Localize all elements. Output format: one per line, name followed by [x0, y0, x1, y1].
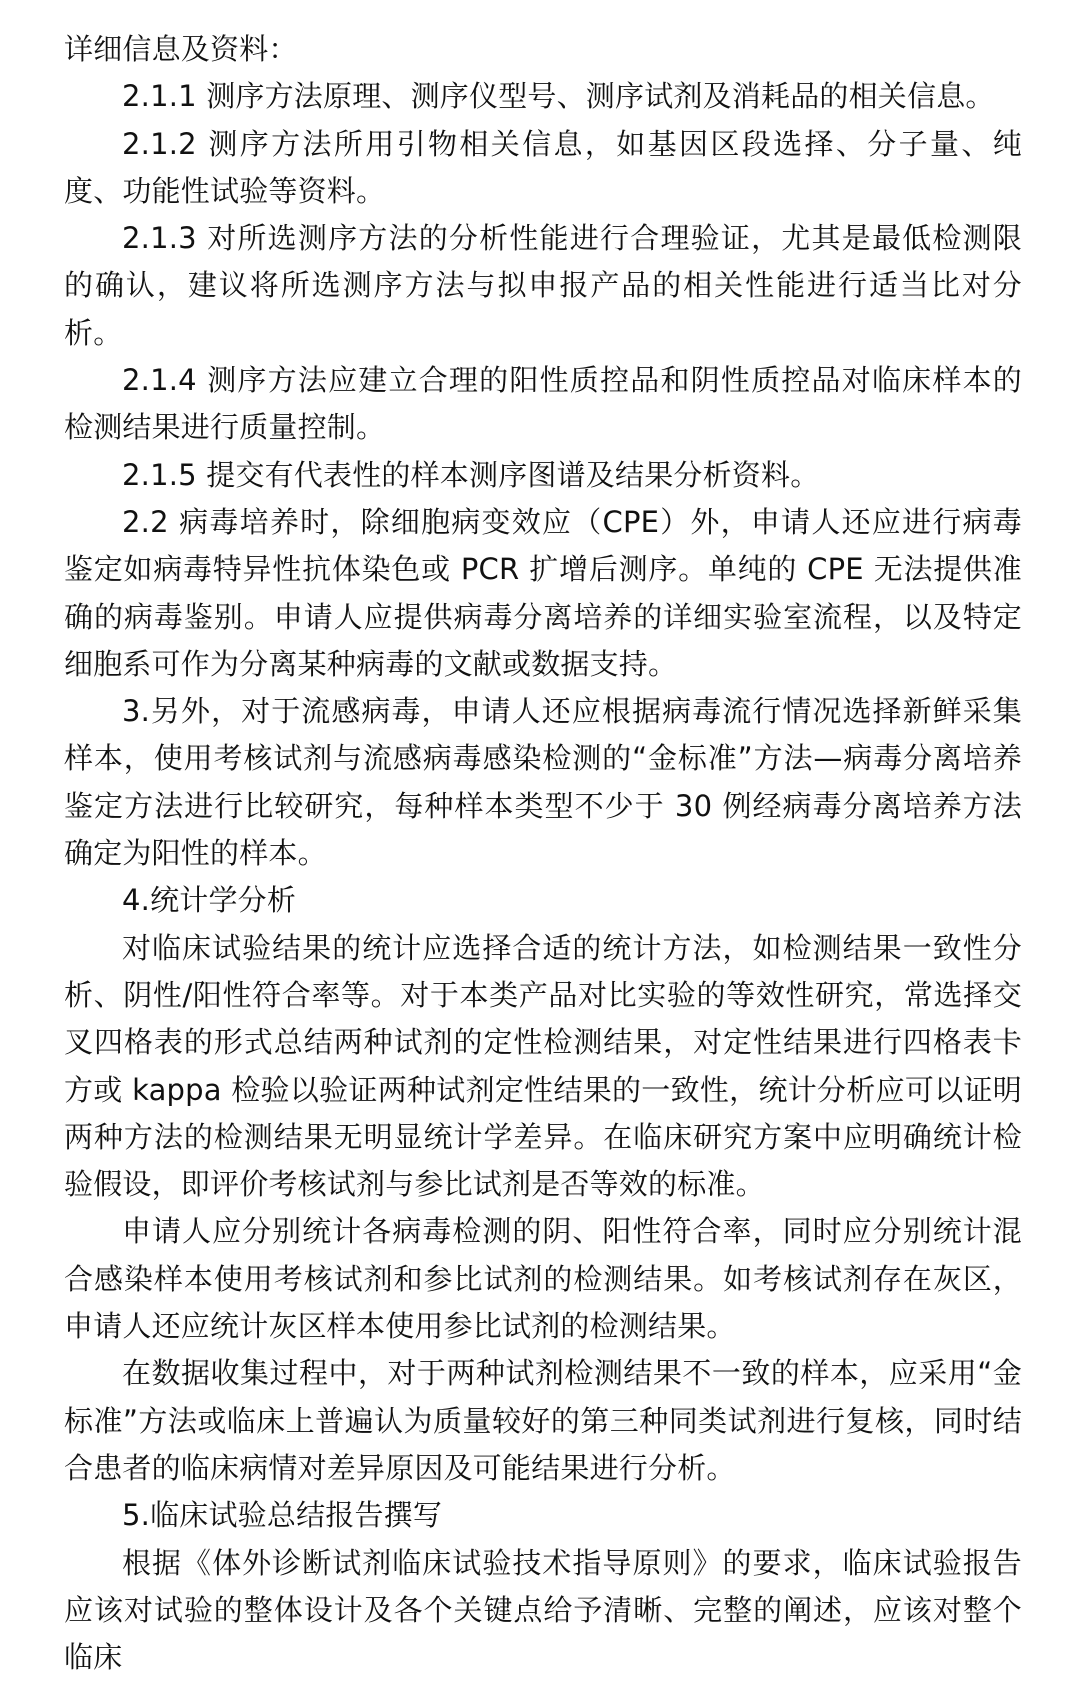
- paragraph-intro: 详细信息及资料：: [64, 26, 1022, 73]
- paragraph-2-2: 2.2 病毒培养时，除细胞病变效应（CPE）外，申请人还应进行病毒鉴定如病毒特异性抗体染色或 PCR 扩增后测序。单纯的 CPE 无法提供准确的病毒鉴别。申请人应提供病毒分离培养的详细实验室流程，以及特定细胞系可作为分离某种病毒的文献或数据支持。: [64, 499, 1022, 688]
- paragraph-statistics-method: 对临床试验结果的统计应选择合适的统计方法，如检测结果一致性分析、阴性/阳性符合率等。对于本类产品对比实验的等效性研究，常选择交叉四格表的形式总结两种试剂的定性检测结果，对定性结果进行四格表卡方或 kappa 检验以验证两种试剂定性结果的一致性，统计分析应可以证明两种方法的检测结果无明显统计学差异。在临床研究方案中应明确统计检验假设，即评价考核试剂与参比试剂是否等效的标准。: [64, 925, 1022, 1209]
- paragraph-2-1-2: 2.1.2 测序方法所用引物相关信息，如基因区段选择、分子量、纯度、功能性试验等资料。: [64, 121, 1022, 216]
- paragraph-2-1-4: 2.1.4 测序方法应建立合理的阳性质控品和阴性质控品对临床样本的检测结果进行质量控制。: [64, 357, 1022, 452]
- paragraph-2-1-5: 2.1.5 提交有代表性的样本测序图谱及结果分析资料。: [64, 452, 1022, 499]
- paragraph-report: 根据《体外诊断试剂临床试验技术指导原则》的要求，临床试验报告应该对试验的整体设计及各个关键点给予清晰、完整的阐述，应该对整个临床: [64, 1540, 1022, 1681]
- section-heading-report: 5.临床试验总结报告撰写: [64, 1492, 1022, 1539]
- document-body: [64, 26, 1022, 1681]
- paragraph-3: 3.另外，对于流感病毒，申请人还应根据病毒流行情况选择新鲜采集样本，使用考核试剂与流感病毒感染检测的“金标准”方法—病毒分离培养鉴定方法进行比较研究，每种样本类型不少于 30 例经病毒分离培养方法确定为阳性的样本。: [64, 688, 1022, 877]
- paragraph-2-1-3: 2.1.3 对所选测序方法的分析性能进行合理验证，尤其是最低检测限的确认，建议将所选测序方法与拟申报产品的相关性能进行适当比对分析。: [64, 215, 1022, 357]
- paragraph-statistics-rates: 申请人应分别统计各病毒检测的阴、阳性符合率，同时应分别统计混合感染样本使用考核试剂和参比试剂的检测结果。如考核试剂存在灰区，申请人还应统计灰区样本使用参比试剂的检测结果。: [64, 1208, 1022, 1350]
- section-heading-statistics: 4.统计学分析: [64, 877, 1022, 924]
- paragraph-data-collection: 在数据收集过程中，对于两种试剂检测结果不一致的样本，应采用“金标准”方法或临床上普遍认为质量较好的第三种同类试剂进行复核，同时结合患者的临床病情对差异原因及可能结果进行分析。: [64, 1350, 1022, 1492]
- paragraph-2-1-1: 2.1.1 测序方法原理、测序仪型号、测序试剂及消耗品的相关信息。: [64, 73, 1022, 120]
